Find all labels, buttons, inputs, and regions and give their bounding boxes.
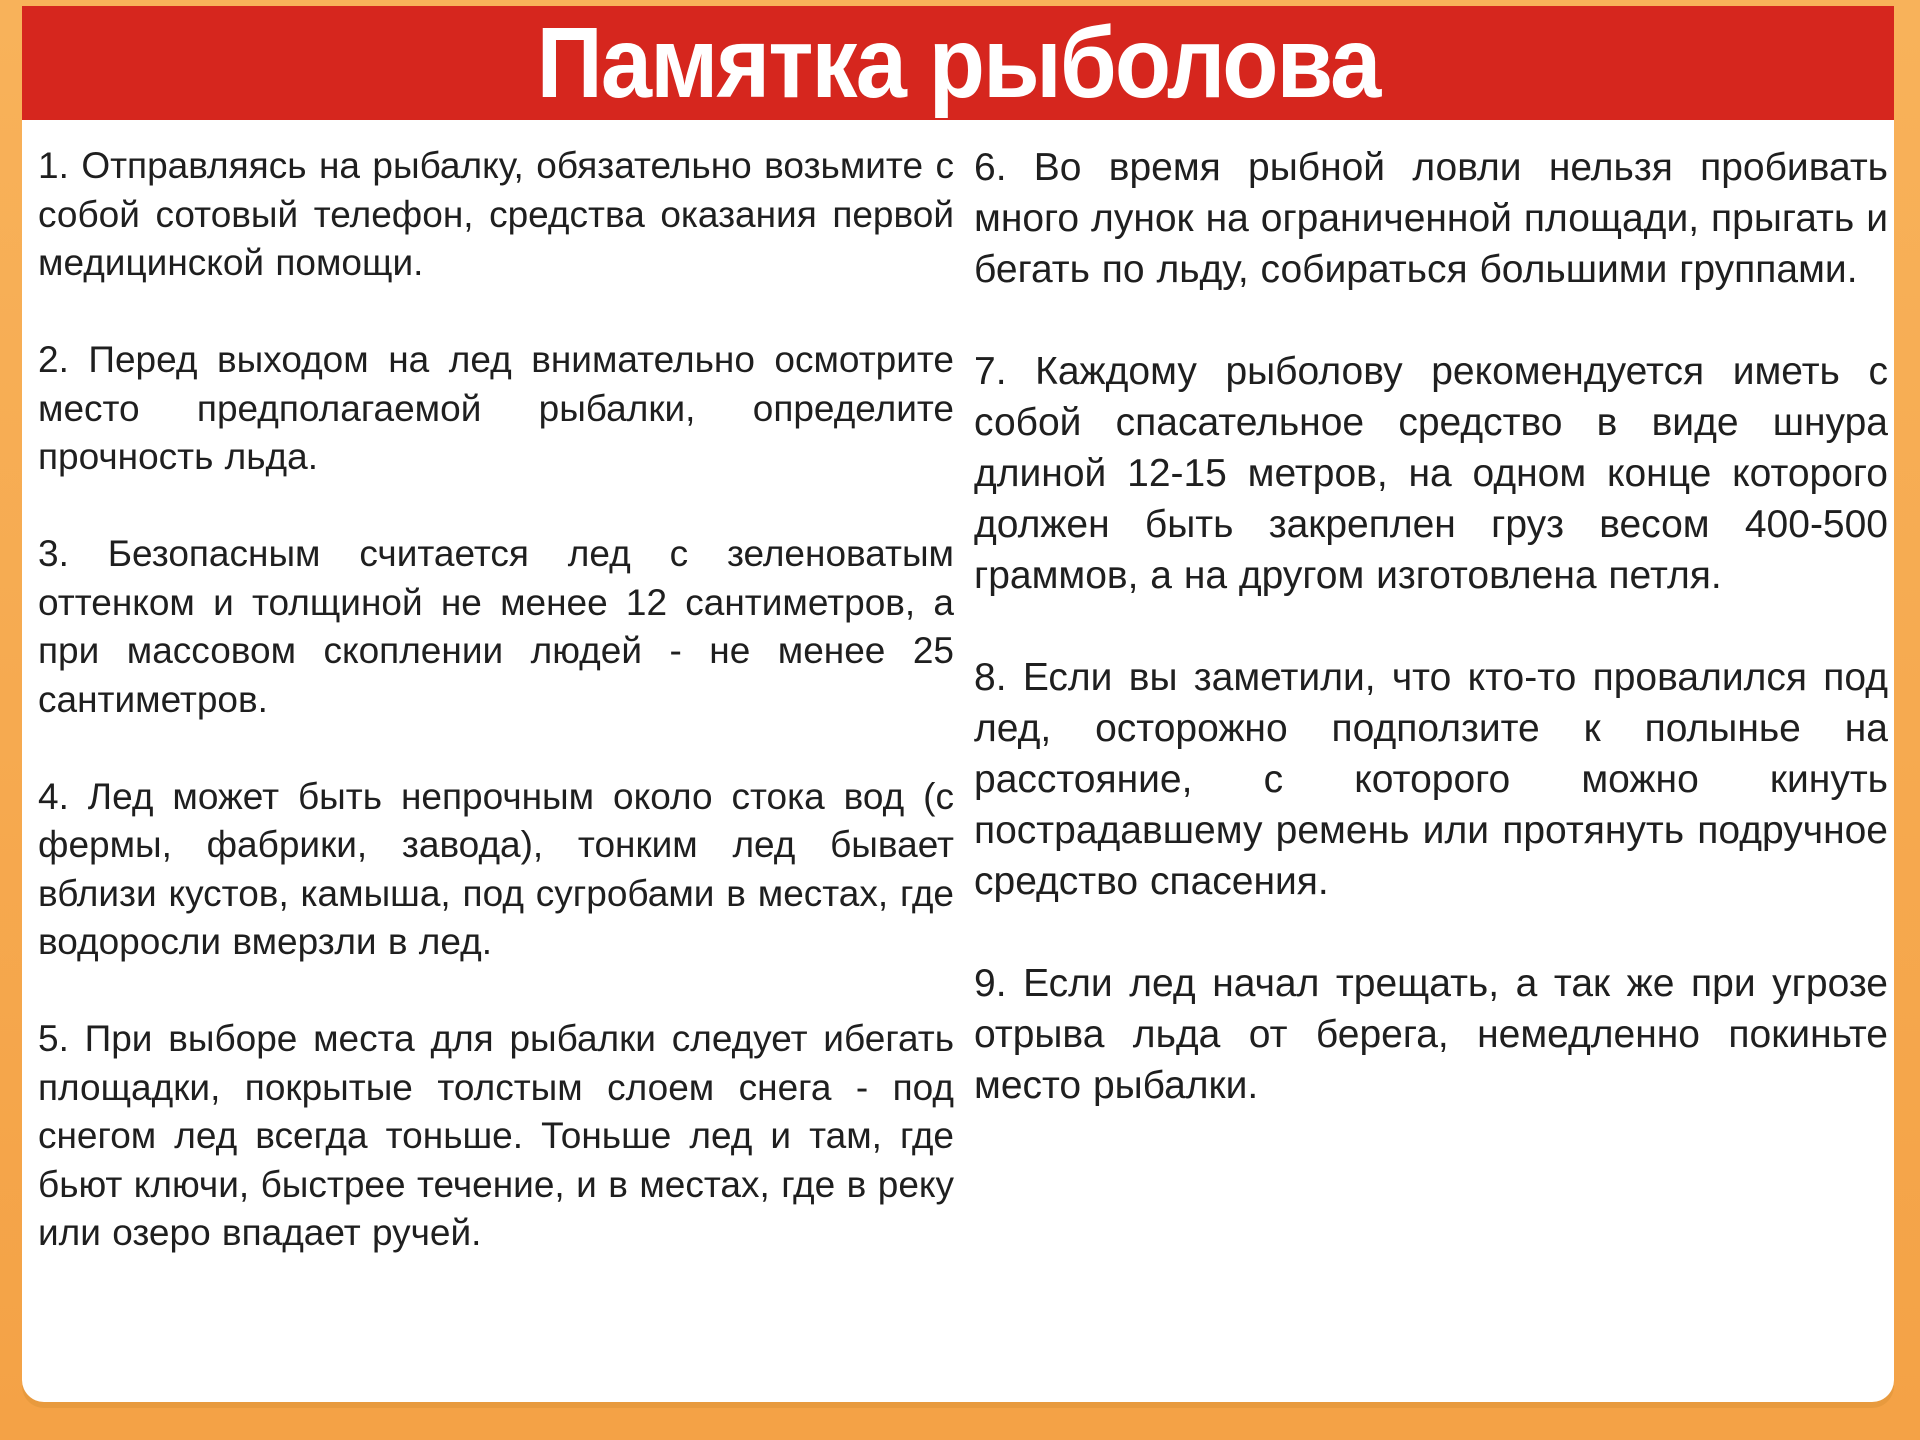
rule-item-6: 6. Во время рыбной ловли нельзя пробивать много лунок на ограниченной площади, прыгать и бегать по льду, собираться большими группами.	[974, 146, 1888, 291]
rule-item-3: 3. Безопасным считается лед с зеленоватым оттенком и толщиной не менее 12 сантиметров, а при массовом скоплении людей - не менее 25 сантиметров.	[38, 533, 954, 720]
rule-item-2: 2. Перед выходом на лед внимательно осмотрите место предполагаемой рыбалки, определите прочность льда.	[38, 339, 954, 477]
left-column	[38, 142, 954, 1258]
title-banner	[22, 6, 1894, 120]
rule-item-7: 7. Каждому рыболову рекомендуется иметь с собой спасательное средство в виде шнура длиной 12-15 метров, на одном конце которого должен быть закреплен груз весом 400-500 граммов, а на другом изготовлена петля.	[974, 350, 1888, 597]
poster-card	[22, 6, 1894, 1402]
rule-item-8: 8. Если вы заметили, что кто-то провалился под лед, осторожно подползите к полынье на расстояние, с которого можно кинуть пострадавшему ремень или протянуть подручное средство спасения.	[974, 656, 1888, 903]
rule-item-9: 9. Если лед начал трещать, а так же при угрозе отрыва льда от берега, немедленно покиньте место рыбалки.	[974, 962, 1888, 1107]
rule-item-4: 4. Лед может быть непрочным около стока вод (с фермы, фабрики, завода), тонким лед бывает вблизи кустов, камыша, под сугробами в местах, где водоросли вмерзли в лед.	[38, 775, 954, 962]
rule-item-1: 1. Отправляясь на рыбалку, обязательно возьмите с собой сотовый телефон, средства оказания первой медицинской помощи.	[38, 145, 954, 283]
page-title: Памятка рыболова	[536, 7, 1380, 119]
rule-item-5: 5. При выборе места для рыбалки следует ибегать площадки, покрытые толстым слоем снега - под снегом лед всегда тоньше. Тоньше лед и там, где бьют ключи, быстрее течение, и в местах, где в реку или озеро впадает ручей.	[38, 1018, 954, 1253]
right-column	[974, 142, 1888, 1111]
